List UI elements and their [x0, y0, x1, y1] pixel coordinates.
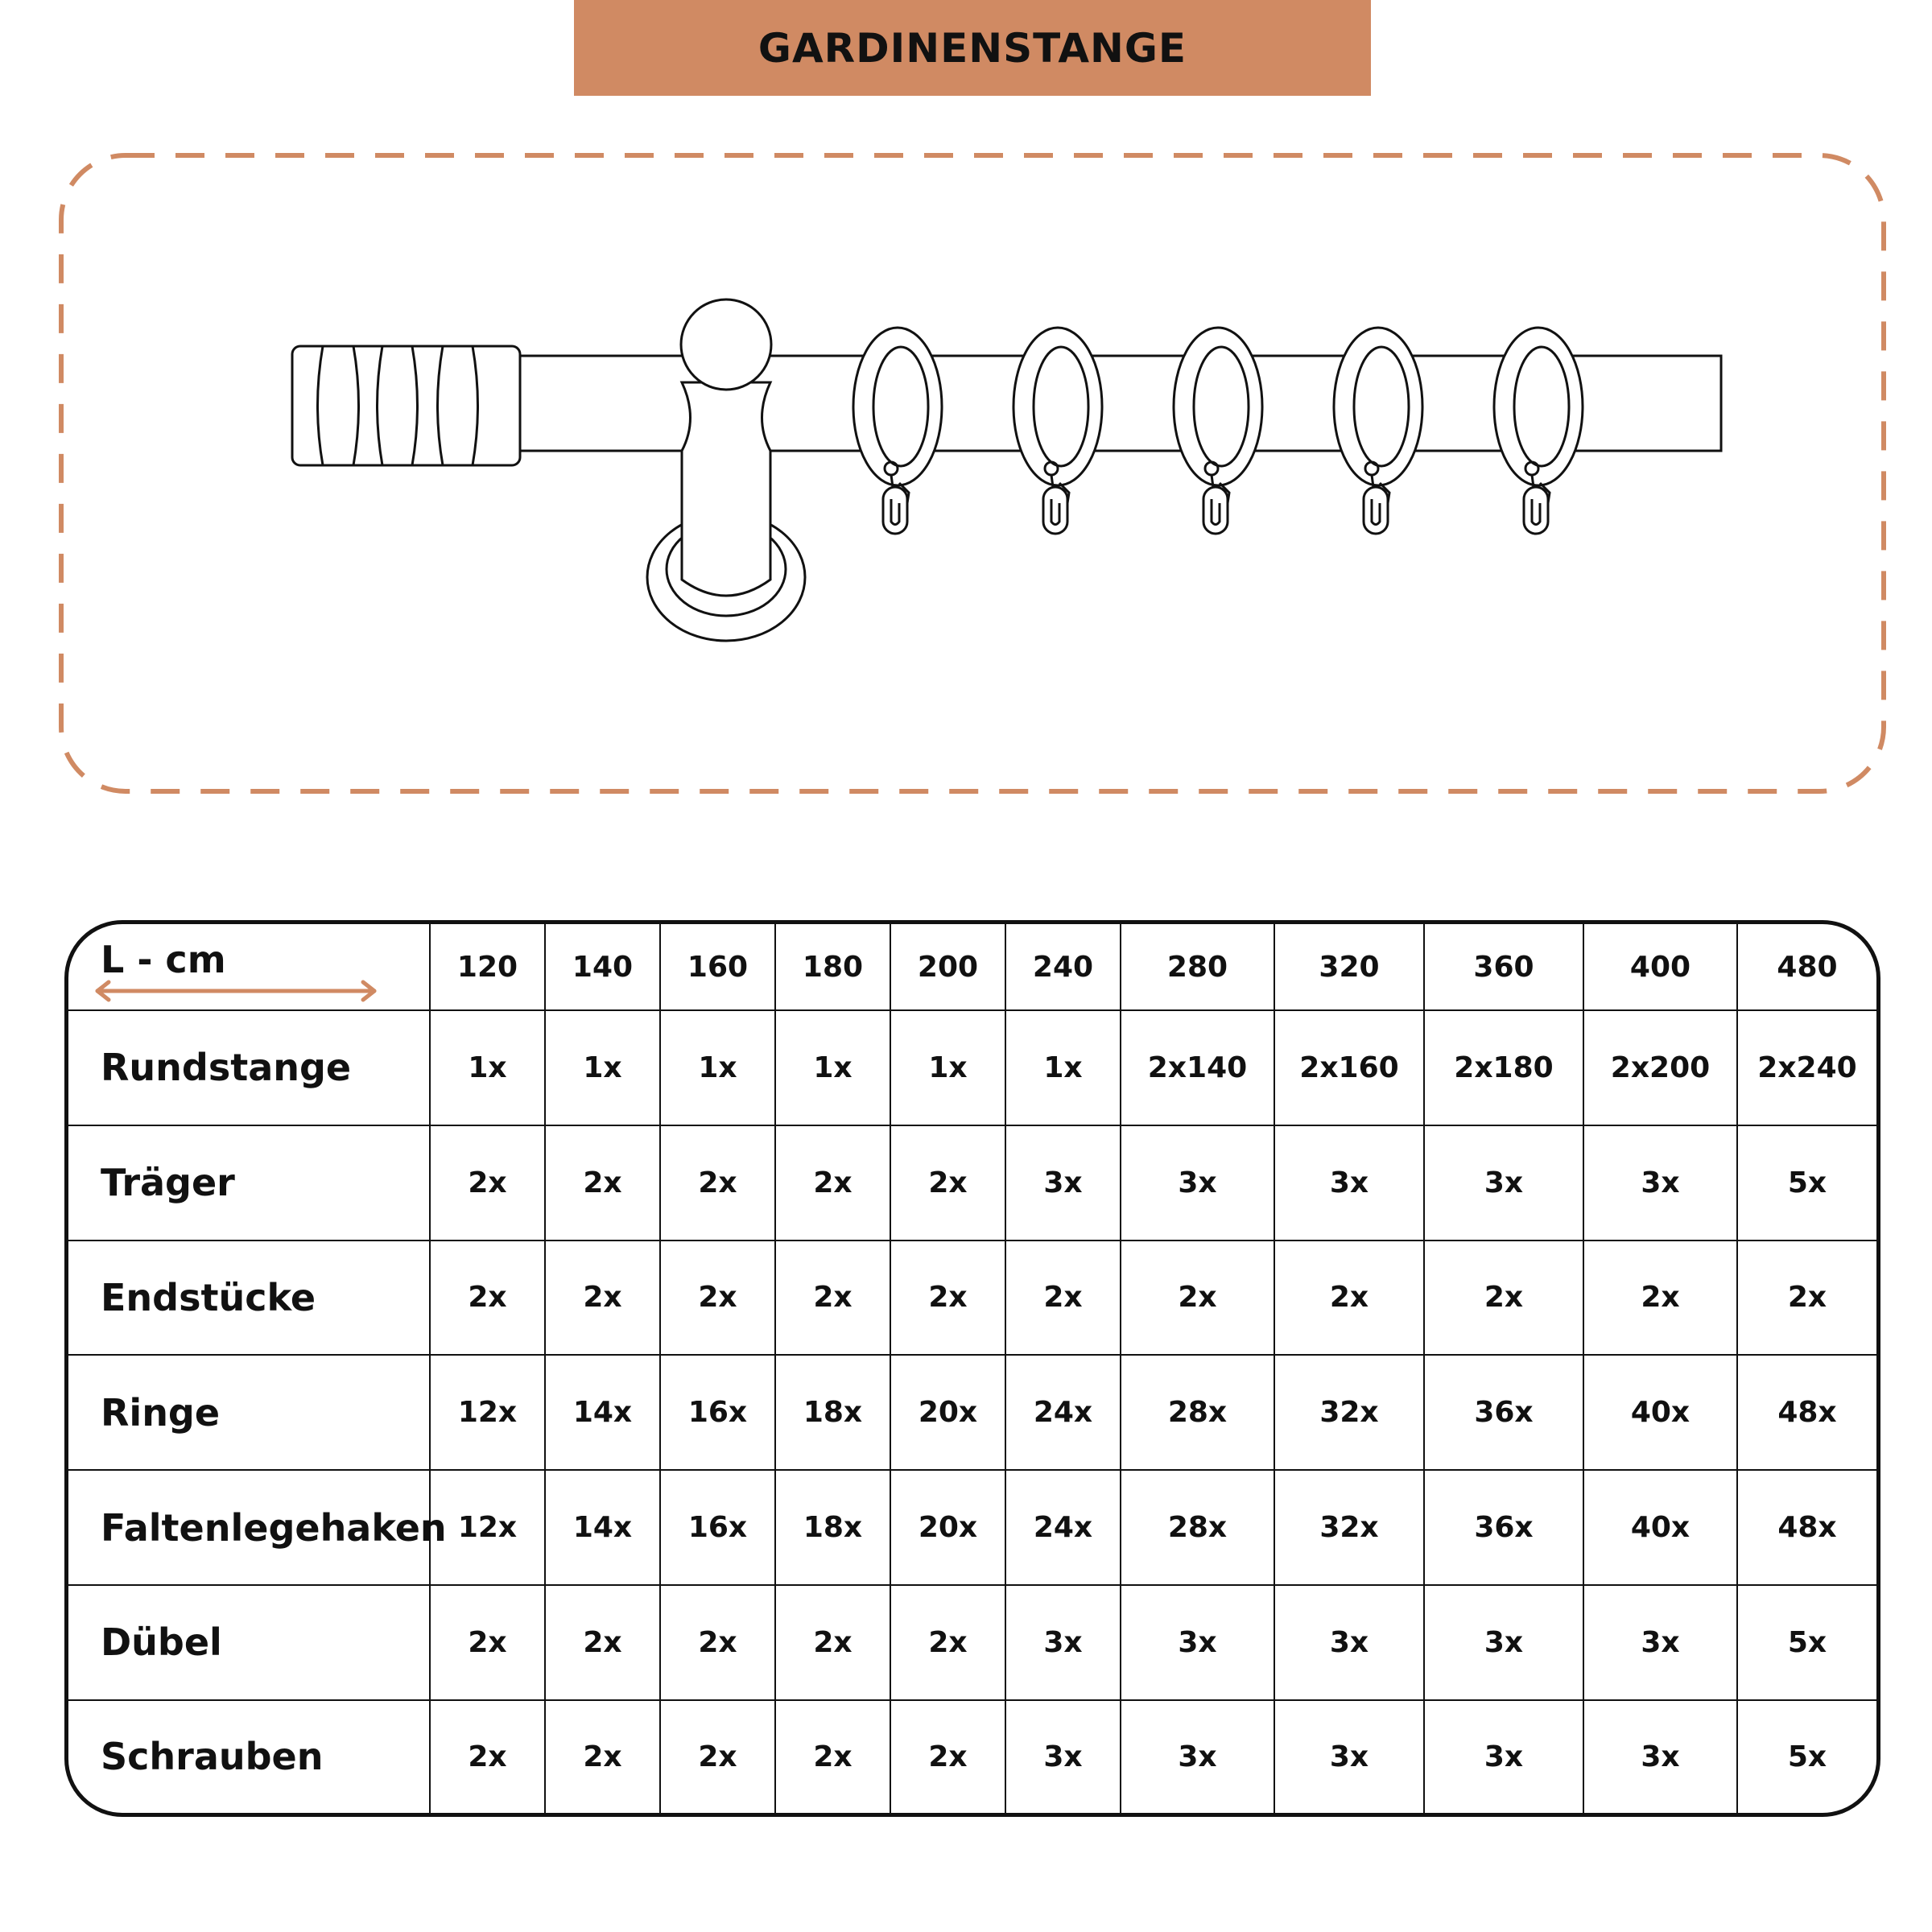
table-cell: 14x [545, 1355, 660, 1470]
table-cell: 3x [1583, 1585, 1737, 1700]
hook-icon [1203, 487, 1228, 534]
length-label: L - cm [101, 938, 226, 982]
table-cell: 18x [775, 1470, 890, 1585]
table-cell: 2x [890, 1125, 1005, 1241]
table-cell: 12x [430, 1355, 545, 1470]
table-row [68, 1125, 1876, 1241]
table-cell: 2x [1121, 1241, 1274, 1356]
table-cell: 32x [1274, 1355, 1424, 1470]
length-header-cell: 180 [775, 924, 890, 1010]
table-cell: 1x [775, 1010, 890, 1125]
table-cell: 3x [1121, 1125, 1274, 1241]
table-cell: 20x [890, 1470, 1005, 1585]
table-cell: 2x [660, 1125, 775, 1241]
title-banner [574, 0, 1371, 96]
table-cell: 2x240 [1737, 1010, 1876, 1125]
row-label: Träger [68, 1125, 430, 1241]
table-cell: 2x [890, 1241, 1005, 1356]
table-cell: 3x [1424, 1700, 1583, 1813]
table-cell: 1x [660, 1010, 775, 1125]
table-cell: 2x [1583, 1241, 1737, 1356]
table-cell: 5x [1737, 1585, 1876, 1700]
table-cell: 2x [430, 1125, 545, 1241]
curtain-ring [1013, 328, 1102, 534]
header-label-cell [68, 924, 430, 1010]
table-cell: 1x [890, 1010, 1005, 1125]
length-header-cell: 240 [1005, 924, 1121, 1010]
curtain-ring [1494, 328, 1583, 534]
table-row [68, 1241, 1876, 1356]
table-cell: 40x [1583, 1470, 1737, 1585]
curtain-rod-illustration [0, 129, 1932, 805]
table-cell: 48x [1737, 1470, 1876, 1585]
row-label: Ringe [68, 1355, 430, 1470]
curtain-ring [853, 328, 942, 534]
double-arrow-icon [91, 979, 381, 1003]
table-cell: 2x [430, 1585, 545, 1700]
table-cell: 12x [430, 1470, 545, 1585]
length-header-cell: 120 [430, 924, 545, 1010]
table-cell: 2x [1005, 1241, 1121, 1356]
table-cell: 3x [1005, 1700, 1121, 1813]
table-cell: 2x [1424, 1241, 1583, 1356]
table-cell: 3x [1005, 1585, 1121, 1700]
table-cell: 32x [1274, 1470, 1424, 1585]
table-cell: 2x [890, 1585, 1005, 1700]
table-cell: 2x [775, 1585, 890, 1700]
table-cell: 16x [660, 1470, 775, 1585]
row-label: Dübel [68, 1585, 430, 1700]
table-cell: 3x [1274, 1585, 1424, 1700]
table-cell: 2x [545, 1241, 660, 1356]
row-label: Endstücke [68, 1241, 430, 1356]
table-cell: 2x [1274, 1241, 1424, 1356]
row-label: Schrauben [68, 1700, 430, 1813]
table-row [68, 1700, 1876, 1813]
header-row [68, 924, 1876, 1010]
table-cell: 2x [430, 1241, 545, 1356]
table-cell: 2x [775, 1125, 890, 1241]
table-cell: 3x [1121, 1700, 1274, 1813]
table-cell: 2x200 [1583, 1010, 1737, 1125]
table-cell: 3x [1274, 1700, 1424, 1813]
table-cell: 36x [1424, 1470, 1583, 1585]
length-header-cell: 140 [545, 924, 660, 1010]
table-cell: 2x140 [1121, 1010, 1274, 1125]
dashed-frame [61, 155, 1884, 791]
table-cell: 48x [1737, 1355, 1876, 1470]
table-cell: 3x [1583, 1700, 1737, 1813]
table-cell: 1x [545, 1010, 660, 1125]
table-row [68, 1010, 1876, 1125]
table-cell: 1x [430, 1010, 545, 1125]
table-cell: 2x [430, 1700, 545, 1813]
table-cell: 28x [1121, 1470, 1274, 1585]
length-header-cell: 200 [890, 924, 1005, 1010]
row-label: Rundstange [68, 1010, 430, 1125]
hook-icon [883, 487, 907, 534]
table-row [68, 1585, 1876, 1700]
table-cell: 5x [1787, 1740, 1827, 1773]
length-header-cell: 280 [1121, 924, 1274, 1010]
table-cell: 2x [545, 1700, 660, 1813]
table-row [68, 1470, 1876, 1585]
spec-table-grid [68, 924, 1876, 1813]
table-cell: 3x [1424, 1125, 1583, 1241]
table-cell: 24x [1005, 1470, 1121, 1585]
table-cell: 3x [1005, 1125, 1121, 1241]
length-header-cell: 320 [1274, 924, 1424, 1010]
table-cell: 3x [1274, 1125, 1424, 1241]
table-cell: 3x [1583, 1125, 1737, 1241]
spec-table [64, 920, 1880, 1817]
table-cell: 18x [775, 1355, 890, 1470]
table-cell: 2x [660, 1700, 775, 1813]
table-cell: 2x [545, 1585, 660, 1700]
curtain-ring [1174, 328, 1262, 534]
length-header-cell: 160 [660, 924, 775, 1010]
table-cell: 20x [890, 1355, 1005, 1470]
table-cell: 40x [1583, 1355, 1737, 1470]
end-cap [292, 346, 520, 465]
page-title: GARDINENSTANGE [758, 24, 1187, 72]
bracket [647, 299, 805, 641]
hook-icon [1364, 487, 1388, 534]
table-cell: 1x [1005, 1010, 1121, 1125]
table-cell: 2x [1737, 1241, 1876, 1356]
length-header-cell: 400 [1583, 924, 1737, 1010]
length-header-cell: 360 [1424, 924, 1583, 1010]
hook-icon [1524, 487, 1548, 534]
curtain-ring [1334, 328, 1422, 534]
table-cell: 2x180 [1424, 1010, 1583, 1125]
row-label: Faltenlegehaken [68, 1470, 430, 1585]
length-header-cell: 480 [1737, 924, 1876, 1010]
table-cell: 2x [660, 1241, 775, 1356]
table-cell: 3x [1121, 1585, 1274, 1700]
spec-table-body [68, 924, 1876, 1813]
table-cell: 2x [545, 1125, 660, 1241]
table-cell: 36x [1424, 1355, 1583, 1470]
table-cell: 24x [1005, 1355, 1121, 1470]
table-cell: 28x [1121, 1355, 1274, 1470]
table-row [68, 1355, 1876, 1470]
hook-icon [1043, 487, 1067, 534]
table-cell: 2x [890, 1700, 1005, 1813]
table-cell: 2x160 [1274, 1010, 1424, 1125]
table-cell: 2x [775, 1700, 890, 1813]
table-cell: 2x [660, 1585, 775, 1700]
table-cell: 16x [660, 1355, 775, 1470]
table-cell: 5x [1737, 1125, 1876, 1241]
table-cell: 3x [1424, 1585, 1583, 1700]
table-cell: 14x [545, 1470, 660, 1585]
table-cell: 2x [775, 1241, 890, 1356]
